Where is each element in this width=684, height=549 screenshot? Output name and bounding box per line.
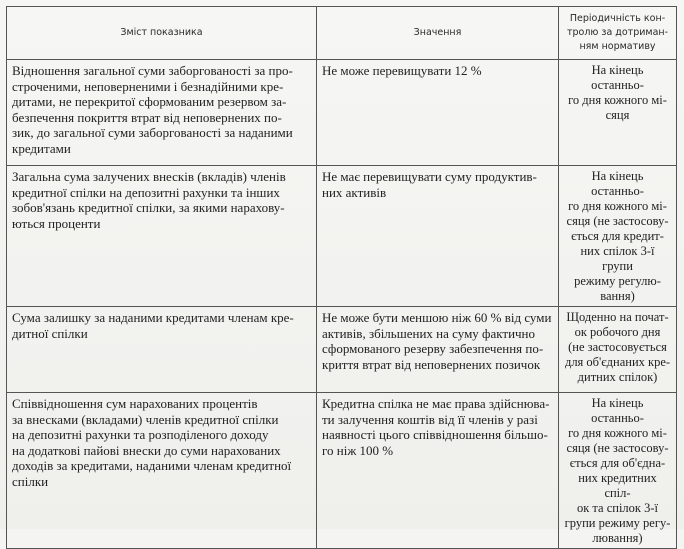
norms-table — [6, 6, 677, 549]
cell-periodicity: На кінець останньо- го дня кожного мі- сяця (не застосову- ється для об'єдна- них кредитних спіл- ок та спілок 3-ї групи режиму регу- лювання) — [559, 393, 677, 549]
cell-indicator: Відношення загальної суми заборгованості за про- строченими, неповерненими і безнадійними кре- дитами, не перекритої сформованим резервом за- безпечення покриття втрат від неповернених по- зик, до загальної суми заборгованості за наданими кредитами — [7, 60, 317, 166]
cell-value: Не має перевищувати суму продуктив- них активів — [317, 166, 559, 307]
cell-value: Не може перевищувати 12 % — [317, 60, 559, 166]
table-header-row — [7, 7, 677, 60]
cell-periodicity: На кінець останньо- го дня кожного мі- сяця — [559, 60, 677, 166]
cell-value: Кредитна спілка не має права здійснюва- ти залучення коштів від її членів у разі наявності цього співвідношення більшо- го ніж 100 % — [317, 393, 559, 549]
cell-value: Не може бути меншою ніж 60 % від суми активів, збільшених на суму фактично сформованого резерву забезпечення по- криття втрат від неповернених позичок — [317, 307, 559, 393]
table-row — [7, 393, 677, 549]
cell-indicator: Сума залишку за наданими кредитами членам кре- дитної спілки — [7, 307, 317, 393]
cell-indicator: Загальна сума залучених внесків (вкладів) членів кредитної спілки на депозитні рахунки та інших зобов'язань кредитної спілки, за якими нарахову- ються проценти — [7, 166, 317, 307]
header-indicator: Зміст показника — [7, 7, 317, 60]
table-row — [7, 307, 677, 393]
header-value: Значення — [317, 7, 559, 60]
table-row — [7, 60, 677, 166]
header-periodicity: Періодичність кон- тролю за дотриман- ням нормативу — [559, 7, 677, 60]
cell-indicator: Співвідношення сум нарахованих процентів за внесками (вкладами) членів кредитної спілки на депозитні рахунки та розподіленого доходу на додаткові пайові внески до суми нарахованих доходів за кредитами, наданими членам кредитної спілки — [7, 393, 317, 549]
cell-periodicity: Щоденно на почат- ок робочого дня (не застосовується для об'єднаних кре- дитних спілок) — [559, 307, 677, 393]
table-row — [7, 166, 677, 307]
cell-periodicity: На кінець останньо- го дня кожного мі- сяця (не застосову- ється для кредит- них спілок 3-ї групи режиму регулю- вання) — [559, 166, 677, 307]
